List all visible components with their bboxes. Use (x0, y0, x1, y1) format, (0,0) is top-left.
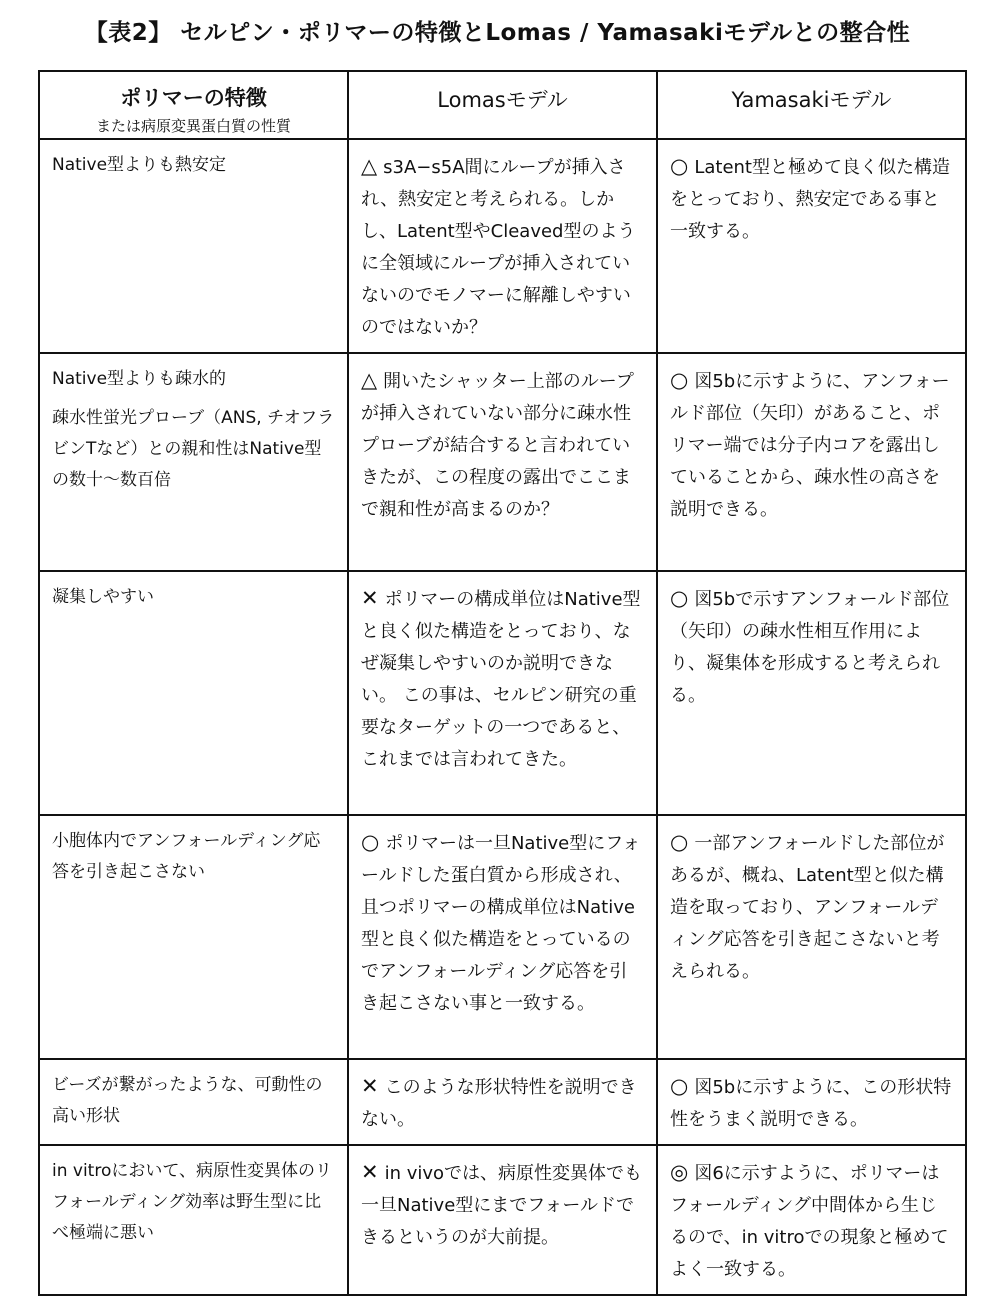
feature-text: Native型よりも疎水的 (52, 369, 227, 389)
cross-mark-icon: ✕ (361, 586, 379, 610)
feature-text: 小胞体内でアンフォールディング応答を引き起こさない (52, 831, 321, 882)
table-header-row (39, 71, 966, 139)
header-lomas (348, 71, 657, 139)
table-row (39, 353, 966, 571)
yamasaki-text: 図5bに示すように、この形状特性をうまく説明できる。 (670, 1077, 952, 1130)
circle-mark-icon: ○ (670, 1074, 689, 1098)
yamasaki-text: 一部アンフォールドした部位があるが、概ね、Latent型と似た構造を取っており、アンフォールディング応答を引き起こさないと考えられる。 (670, 833, 945, 982)
double-circle-mark-icon: ◎ (670, 1160, 689, 1184)
cross-mark-icon: ✕ (361, 1160, 379, 1184)
comparison-table (38, 70, 967, 1296)
feature-text: 凝集しやすい (52, 587, 154, 607)
lomas-text: ポリマーは一旦Native型にフォールドした蛋白質から形成され、且つポリマーの構成単位はNative型と良く似た構造をとっているのでアンフォールディング応答を引き起こさない事と一致する。 (361, 833, 641, 1014)
lomas-text: in vivoでは、病原性変異体でも一旦Native型にまでフォールドできるというのが大前提。 (361, 1163, 643, 1248)
table-row (39, 139, 966, 353)
circle-mark-icon: ○ (670, 154, 689, 178)
table-row (39, 815, 966, 1059)
triangle-mark-icon: △ (361, 154, 378, 178)
feature-text: Native型よりも熱安定 (52, 155, 227, 175)
header-feature (39, 71, 348, 139)
cross-mark-icon: ✕ (361, 1074, 379, 1098)
feature-text: ビーズが繋がったような、可動性の高い形状 (52, 1075, 323, 1126)
table-row (39, 1145, 966, 1295)
header-lomas-label: Lomasモデル (437, 88, 568, 112)
yamasaki-text: Latent型と極めて良く似た構造をとっており、熱安定である事と一致する。 (670, 157, 950, 242)
table-row (39, 1059, 966, 1145)
feature-subtext: 疎水性蛍光プローブ（ANS, チオフラビンTなど）との親和性はNative型の数十〜数百倍 (52, 408, 335, 490)
circle-mark-icon: ○ (670, 586, 689, 610)
lomas-text: このような形状特性を説明できない。 (361, 1077, 637, 1130)
circle-mark-icon: ○ (361, 830, 380, 854)
yamasaki-text: 図6に示すように、ポリマーはフォールディング中間体から生じるので、in vitroでの現象と極めてよく一致する。 (670, 1163, 949, 1280)
lomas-text: ポリマーの構成単位はNative型と良く似た構造をとっており、なぜ凝集しやすいのか説明できない。 この事は、セルピン研究の重要なターゲットの一つであると、これまでは言われてきた。 (361, 589, 641, 770)
header-feature-sub: または病原変異蛋白質の性質 (95, 117, 291, 135)
header-yamasaki (657, 71, 966, 139)
triangle-mark-icon: △ (361, 368, 378, 392)
circle-mark-icon: ○ (670, 368, 689, 392)
header-feature-main: ポリマーの特徴 (120, 86, 267, 110)
page-title: 【表2】 セルピン・ポリマーの特徴とLomas / Yamasakiモデルとの整合性 (84, 20, 911, 46)
lomas-text: 開いたシャッター上部のループが挿入されていない部分に疎水性プローブが結合すると言われていきたが、この程度の露出でここまで親和性が高まるのか？ (361, 371, 634, 520)
circle-mark-icon: ○ (670, 830, 689, 854)
header-yamasaki-label: Yamasakiモデル (731, 88, 892, 112)
feature-text: in vitroにおいて、病原性変異体のリフォールディング効率は野生型に比べ極端に悪い (52, 1161, 333, 1243)
lomas-text: s3A−s5A間にループが挿入され、熱安定と考えられる。しかし、Latent型やCleaved型のように全領域にループが挿入されていないのでモノマーに解離しやすいのではないか？ (361, 157, 636, 338)
yamasaki-text: 図5bに示すように、アンフォールド部位（矢印）があること、ポリマー端では分子内コアを露出していることから、疎水性の高さを説明できる。 (670, 371, 950, 520)
table-row (39, 571, 966, 815)
yamasaki-text: 図5bで示すアンフォールド部位（矢印）の疎水性相互作用により、凝集体を形成すると考えられる。 (670, 589, 950, 706)
